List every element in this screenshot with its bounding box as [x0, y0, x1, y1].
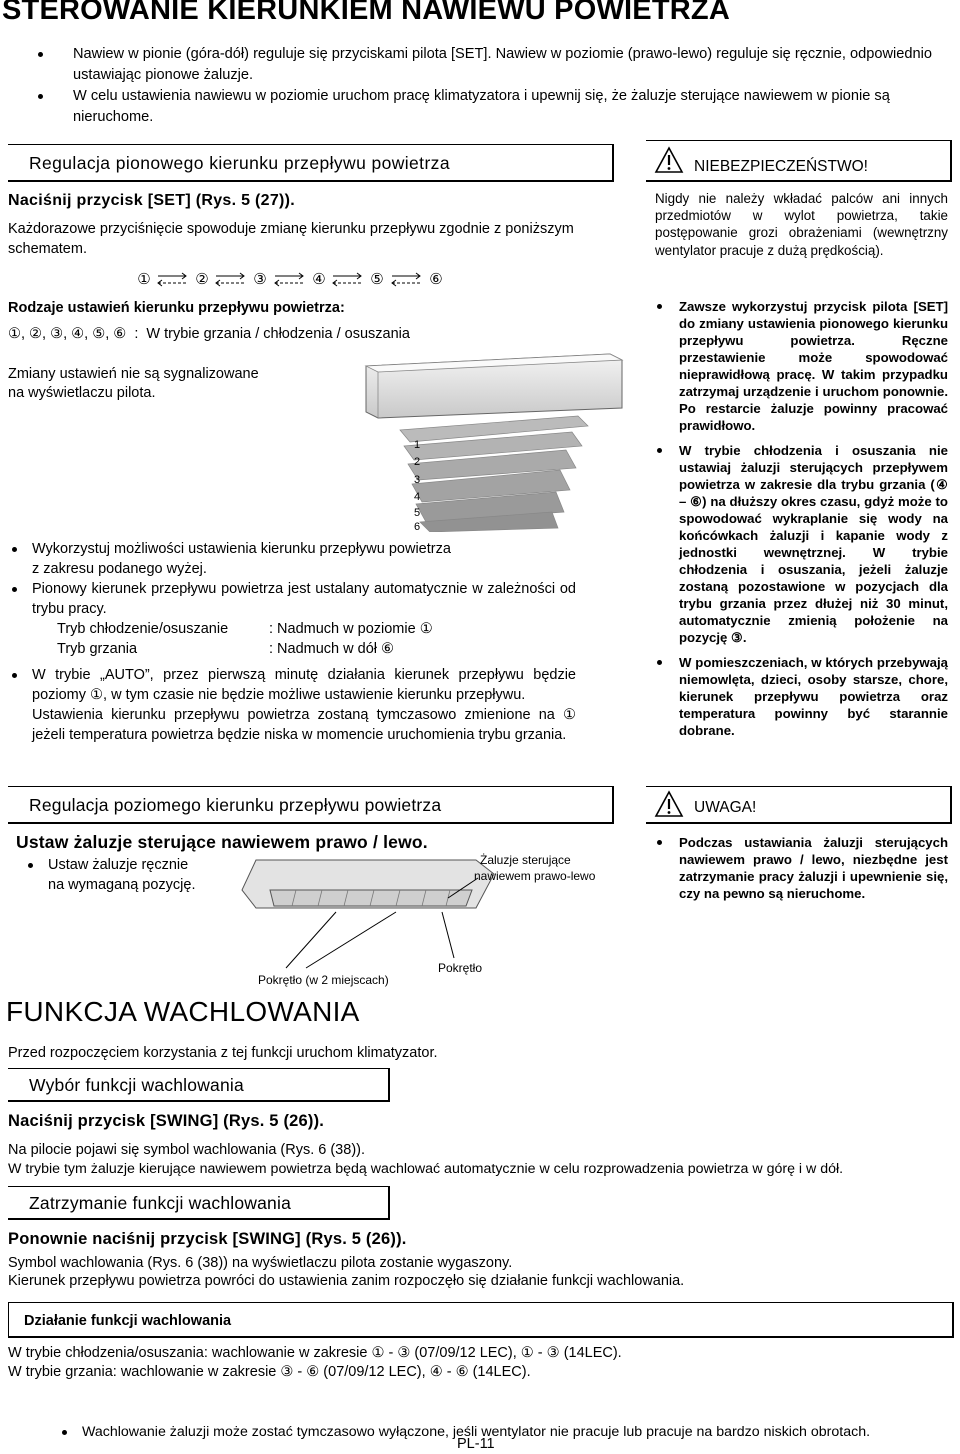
note-line-1: Zmiany ustawień nie są sygnalizowane [8, 366, 259, 382]
bullet-range-l1: Wykorzystuj możliwości ustawienia kierunku przepływu powietrza [32, 541, 451, 557]
danger-title: NIEBEZPIECZEŃSTWO! [694, 158, 868, 175]
indoor-unit-icon [366, 354, 622, 418]
louver-label-6: 6 [414, 521, 421, 532]
position-1: ① [137, 270, 151, 288]
caution-title: UWAGA! [694, 799, 757, 816]
horizontal-heading-box [8, 786, 614, 824]
page-title: STEROWANIE KIERUNKIEM NAWIEWU POWIETRZA [2, 0, 730, 26]
swing-line-5: W trybie chłodzenia/osuszania: wachlowanie w zakresie ① - ③ (07/09/12 LEC), ① - ③ (14LEC). [8, 1345, 622, 1361]
note-line-2: na wyświetlaczu pilota. [8, 385, 156, 401]
swing-line-3: Symbol wachlowania (Rys. 6 (38)) na wyświetlaczu pilota zostanie wygaszony. [8, 1255, 513, 1271]
intro-item: W celu ustawienia nawiewu w poziomie uruchom pracę klimatyzatora i upewnij się, że żaluzje sterujące nawiewem w pionie są nieruchome. [36, 86, 946, 127]
swing-action-heading: Działanie funkcji wachlowania [24, 1313, 232, 1329]
danger-list [655, 298, 948, 747]
vertical-heading-box [8, 144, 614, 182]
swing-title: FUNKCJA WACHLOWANIA [6, 996, 360, 1027]
caution-item: Podczas ustawiania żaluzji sterujących nawiewem prawo / lewo, niezbędne jest zatrzymanie pracy żaluzji i upewnienie się, czy na pewno są nieruchome. [655, 834, 948, 902]
swing-action-heading-box [8, 1302, 954, 1338]
vertical-bullets [8, 539, 576, 745]
swing-press-again: Ponownie naciśnij przycisk [SWING] (Rys. 5 (26)). [8, 1230, 407, 1248]
position-4: ④ [312, 270, 326, 288]
position-sequence-svg [136, 270, 456, 290]
position-2: ② [195, 270, 209, 288]
page-number: PL-11 [457, 1436, 495, 1452]
louver-control-label-2: nawiewem prawo-lewo [474, 869, 596, 883]
louver-control-label-1: Żaluzje sterujące [480, 853, 571, 867]
caution-heading-box [646, 786, 952, 824]
danger-text: Nigdy nie należy wkładać palców ani innych przedmiotów w wylot powietrza, takie postępowanie grozi obrażeniami (wewnętrzny wentylator pracuje z dużą prędkością). [655, 191, 948, 258]
arrow-icon [392, 273, 420, 286]
louver-diagram [360, 346, 628, 532]
swing-select-heading-box [8, 1068, 390, 1102]
louver-label-2: 2 [414, 456, 421, 468]
vertical-desc: Każdorazowe przyciśnięcie spowoduje zmianę kierunku przepływu zgodnie z poniższym schematem. [8, 221, 574, 257]
types-line: ①, ②, ③, ④, ⑤, ⑥ : W trybie grzania / chłodzenia / osuszania [8, 326, 410, 342]
mode-value-heating: : Nadmuch w dół ⑥ [269, 641, 395, 657]
horizontal-bullet-l1: Ustaw żaluzje ręcznie [48, 857, 189, 873]
bullet-auto-mode-cont: Ustawienia kierunku przepływu powietrza zostaną tymczasowo zmienione na ① jeżeli temperatura powietrza będzie niska w momencie uruchomienia trybu grzania. [32, 707, 576, 743]
arrow-icon [158, 273, 186, 286]
swing-line-6: W trybie grzania: wachlowanie w zakresie ③ - ⑥ (07/09/12 LEC), ④ - ⑥ (14LEC). [8, 1364, 531, 1380]
airflow-fan-icon [400, 416, 588, 532]
mode-value-cooling: : Nadmuch w poziomie ① [269, 621, 433, 637]
bullet-range-l2: z zakresu podanego wyżej. [32, 561, 207, 577]
swing-line-2: W trybie tym żaluzje kierujące nawiewem powietrza będą wachlować automatycznie w celu rozprowadzenia powietrza w górę i w dół. [8, 1161, 844, 1177]
caution-list [655, 834, 948, 910]
louver-label-5: 5 [414, 507, 421, 519]
swing-stop-heading: Zatrzymanie funkcji wachlowania [29, 1193, 292, 1213]
horizontal-set: Ustaw żaluzje sterujące nawiewem prawo / lewo. [16, 832, 428, 852]
bullet-range [8, 539, 576, 579]
knob-label-2places: Pokrętło (w 2 miejscach) [258, 973, 389, 987]
swing-press: Naciśnij przycisk [SWING] (Rys. 5 (26)). [8, 1112, 325, 1130]
mode-row-heating [8, 639, 576, 659]
danger-heading-box [646, 140, 952, 182]
swing-bullet: Wachlowanie żaluzji może zostać tymczasowo wyłączone, jeśli wentylator nie pracuje lub pracuje na bardzo niskich obrotach. [58, 1422, 960, 1442]
horizontal-louver-illustration [226, 850, 622, 990]
position-5: ⑤ [370, 270, 384, 288]
intro-list [36, 44, 946, 128]
arrow-icon [275, 273, 303, 286]
knob-label: Pokrętło [438, 961, 483, 975]
louver-label-4: 4 [414, 491, 421, 503]
arrow-icon [333, 273, 361, 286]
mode-row-cooling [8, 619, 576, 639]
mode-label-cooling: Tryb chłodzenie/osuszanie [57, 621, 229, 637]
position-sequence [136, 270, 456, 290]
bullet-auto-mode: W trybie „AUTO”, przez pierwszą minutę działania kierunek przepływu będzie poziomy ①, w tym czasie nie będzie możliwe ustawienie kierunku przepływu. [8, 665, 576, 705]
warning-triangle-icon [654, 146, 684, 174]
indoor-unit-bottom-icon [242, 860, 494, 908]
types-title: Rodzaje ustawień kierunku przepływu powietrza: [8, 300, 345, 316]
position-3: ③ [253, 270, 267, 288]
swing-line-4: Kierunek przepływu powietrza powróci do ustawienia zanim rozpoczęło się działanie funkcji wachlowania. [8, 1273, 685, 1289]
louver-label-1: 1 [414, 439, 421, 451]
danger-item: Zawsze wykorzystuj przycisk pilota [SET] do zmiany ustawienia pionowego kierunku przepływu powietrza. Ręczne przestawienie może spowodować nieprawidłową pracę. W takim przypadku zatrzymaj urządzenie i uruchom ponownie. Po restarcie żaluzje powinny pracować prawidłowo. [655, 298, 948, 434]
danger-item: W pomieszczeniach, w których przebywają niemowlęta, dzieci, osoby starsze, chore, kierunek przepływu powietrza oraz temperatura powinny być starannie dobrane. [655, 654, 948, 739]
horizontal-heading: Regulacja poziomego kierunku przepływu powietrza [29, 795, 442, 815]
swing-select-heading: Wybór funkcji wachlowania [29, 1075, 244, 1095]
intro-item: Nawiew w pionie (góra-dół) reguluje się przyciskami pilota [SET]. Nawiew w poziomie (prawo-lewo) reguluje się ręcznie, odpowiednio ustawiając pionowe żaluzje. [36, 44, 946, 85]
arrow-icon [216, 273, 244, 286]
bullet-auto-direction: Pionowy kierunek przepływu powietrza jest ustalany automatycznie w zależności od trybu pracy. [8, 579, 576, 619]
swing-stop-heading-box [8, 1186, 390, 1220]
horizontal-bullet-l2: na wymaganą pozycję. [48, 877, 196, 893]
mode-label-heating: Tryb grzania [57, 641, 138, 657]
vertical-heading: Regulacja pionowego kierunku przepływu powietrza [29, 153, 450, 173]
swing-before: Przed rozpoczęciem korzystania z tej funkcji uruchom klimatyzator. [8, 1045, 438, 1061]
louver-label-3: 3 [414, 474, 421, 486]
position-6: ⑥ [429, 270, 443, 288]
vertical-press: Naciśnij przycisk [SET] (Rys. 5 (27)). [8, 192, 296, 209]
danger-item: W trybie chłodzenia i osuszania nie ustawiaj żaluzji sterujących przepływem powietrza w zakresie dla trybu grzania (④ – ⑥) na dłuższy okres czasu, gdyż może to spowodować wykraplanie się wody na końcówkach żaluzji i kapanie wody z jednostki wewnętrznej. W trybie chłodzenia i osuszania, jeżeli żaluzje zostaną pozostawione w pozycjach dla trybu grzania przez dłużej niż 30 minut, automatycznie zmienią położenie na pozycję ③. [655, 442, 948, 646]
swing-line-1: Na pilocie pojawi się symbol wachlowania (Rys. 6 (38)). [8, 1142, 365, 1158]
warning-triangle-icon [654, 790, 684, 818]
